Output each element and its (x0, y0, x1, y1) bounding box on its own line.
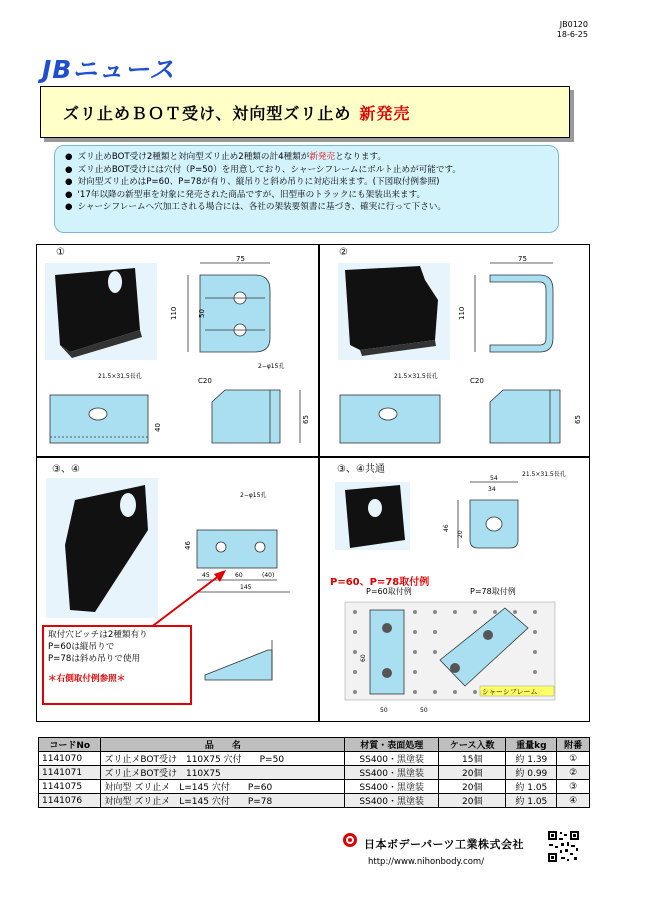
bracket-1-front-view (188, 263, 270, 352)
dim-65-1: 65 (302, 415, 310, 424)
dim-34: 34 (488, 486, 496, 493)
table-row (39, 752, 590, 766)
dim-slot-2: 21.5×31.5長孔 (394, 373, 438, 380)
product-table (38, 737, 590, 808)
cell-code: 1141076 (39, 794, 101, 808)
cell-code: 1141071 (39, 766, 101, 780)
mount-dim-50a: 50 (380, 707, 388, 714)
title-new-label: 新発売 (359, 104, 411, 123)
dim-46-34: 46 (443, 524, 450, 532)
cell-case: 20個 (439, 780, 506, 794)
bracket-1-side-view (50, 390, 300, 443)
bracket-photo-34 (335, 482, 410, 550)
table-header-row (39, 738, 590, 752)
bracket-2-side-view (340, 390, 560, 443)
cell-number: ② (557, 766, 590, 780)
doc-date: 18-6-25 (556, 30, 588, 39)
bracket-3-profile (205, 640, 272, 680)
dim-75-1: 75 (236, 255, 245, 263)
bullet-text: ズリ止めBOT受け2種類と対向型ズリ止め2種類の計4種類が (77, 152, 310, 162)
bullet-text: 対向型ズリ止めはP=60、P=78が有り、縦吊りと斜め吊りに対応出来ます。(下図取付例参照) (77, 177, 440, 188)
cell-case: 15個 (439, 752, 506, 766)
bullet-text: ズリ止めBOT受けには穴付（P=50）を用意しており、シャーシフレームにボルト止めが可能です。 (77, 164, 461, 175)
mount-example-title: P=60、P=78取付例 (330, 577, 430, 588)
jb-news-logo: JBニュース (42, 55, 176, 84)
dim-110-1: 110 (170, 306, 178, 320)
dim-slot-1: 21.5×31.5長孔 (98, 373, 142, 380)
bracket-2-front-view (475, 263, 553, 352)
dim-c20-1: C20 (198, 377, 212, 385)
dim-65-2: 65 (574, 415, 582, 424)
cell-material: SS400・黒塗装 (345, 766, 439, 780)
cell-material: SS400・黒塗装 (345, 752, 439, 766)
cell-weight: 約 1.39 (506, 752, 557, 766)
header-weight: 重量kg (506, 738, 557, 752)
mount-example (345, 602, 555, 700)
table-row (39, 766, 590, 780)
cell-material: SS400・黒塗装 (345, 780, 439, 794)
panel-label-34: ③、④ (52, 464, 80, 475)
cell-number: ④ (557, 794, 590, 808)
dim-40p: (40) (262, 572, 275, 579)
cell-number: ③ (557, 780, 590, 794)
cell-name: ズリ止メBOT受け 110X75 (101, 766, 345, 780)
cell-code: 1141075 (39, 780, 101, 794)
dim-hole-1: 2−φ15孔 (258, 363, 285, 370)
dim-50: 50 (198, 309, 206, 318)
dim-46-3: 46 (184, 541, 192, 550)
panel-label-34-common: ③、④共通 (337, 464, 385, 475)
cell-name: 対向型 ズリ止メ L=145 穴付 P=78 (101, 794, 345, 808)
title-main: ズリ止めＢＯＴ受け、対向型ズリ止め (63, 104, 352, 123)
mount-dim-50b: 50 (420, 707, 428, 714)
bracket-photo-1 (45, 263, 157, 360)
company-logo-mark (343, 833, 357, 847)
callout-arrow (150, 575, 220, 628)
bracket-photo-2 (338, 263, 450, 360)
callout-line-2: P=60は縦吊りで (48, 642, 115, 652)
dim-40-1: 40 (154, 423, 162, 432)
dim-20: 20 (457, 530, 464, 538)
cell-weight: 約 1.05 (506, 780, 557, 794)
header-number: 附番 (557, 738, 590, 752)
callout-line-1: 取付穴ピッチは2種類有り (48, 630, 148, 640)
dim-hole-3: 2−φ15孔 (240, 492, 267, 499)
cell-name: 対向型 ズリ止メ L=145 穴付 P=60 (101, 780, 345, 794)
cell-weight: 約 1.05 (506, 794, 557, 808)
bullet-text-after: となります。 (335, 152, 386, 162)
dim-54: 54 (490, 475, 498, 482)
panel-label-1: ① (56, 247, 65, 258)
mount-dim-60: 60 (360, 654, 367, 662)
dim-slot-34: 21.5×31.5長孔 (522, 471, 566, 478)
qr-code-icon (547, 830, 580, 863)
doc-code: JB0120 (559, 20, 588, 29)
dim-60: 60 (235, 572, 243, 579)
callout-line-3: P=78は斜め吊りで使用 (48, 654, 141, 664)
dim-c20-2: C20 (470, 377, 484, 385)
company-url: http://www.nihonbody.com/ (368, 857, 485, 867)
bullet-text: シャーシフレームへ穴加工される場合には、各社の架装要領書に基づき、確実に行って下さい。 (77, 202, 447, 213)
cell-material: SS400・黒塗装 (345, 794, 439, 808)
cell-case: 20個 (439, 794, 506, 808)
bullet-text: '17年以降の新型車を対象に発売された商品ですが、旧型車のトラックにも架装出来ます。 (77, 189, 426, 200)
bracket-photo-3 (46, 478, 158, 618)
header-code: コードNo (39, 738, 101, 752)
bullet-highlight: 新発売 (309, 152, 336, 162)
header-case: ケース入数 (439, 738, 506, 752)
header-name: 品 名 (101, 738, 345, 752)
dim-45: 45 (202, 572, 210, 579)
table-row (39, 780, 590, 794)
table-row (39, 794, 590, 808)
company-name: 日本ボデーパーツ工業株式会社 (364, 838, 525, 851)
pitch-callout (42, 625, 192, 705)
cell-code: 1141070 (39, 752, 101, 766)
dim-110-2: 110 (458, 306, 466, 320)
panel-label-2: ② (339, 247, 348, 258)
header-material: 材質・表面処理 (345, 738, 439, 752)
cell-weight: 約 0.99 (506, 766, 557, 780)
mount-p78-label: P=78取付例 (470, 587, 516, 596)
cell-number: ① (557, 752, 590, 766)
mount-p60-label: P=60取付例 (366, 587, 412, 596)
dim-145: 145 (240, 584, 252, 591)
cell-name: ズリ止メBOT受け 110X75 穴付 P=50 (101, 752, 345, 766)
cell-case: 20個 (439, 766, 506, 780)
callout-reference: ＊右側取付例参照＊ (48, 674, 126, 684)
frame-label: シャーシフレーム (482, 688, 538, 696)
dim-75-2: 75 (518, 255, 527, 263)
